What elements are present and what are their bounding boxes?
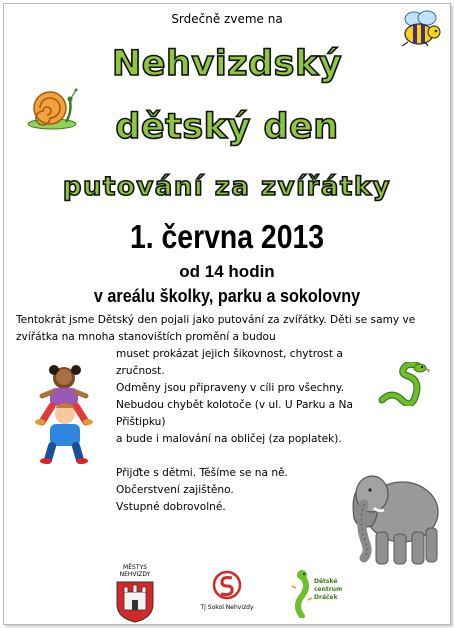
event-place: v areálu školky, parku a sokolovny [93,286,361,306]
centre-name-3: Dráček [314,594,338,601]
subtitle: putování za zvířátky [62,172,392,202]
details-block [116,346,416,448]
sokol-logo-icon [212,570,242,600]
title-line-1: Nehvizdský [111,44,343,84]
snake-icon [378,362,430,406]
detail-line: muset prokázat jejich šikovnost, chytrost a [116,348,343,360]
dragon-logo-icon [290,568,314,618]
title-line-2: dětský den [115,107,339,147]
children-centre-logo [290,568,360,618]
centre-name-1: Dětské [314,578,338,585]
event-date: 1. června 2013 [129,218,325,255]
centre-name-2: centrum [314,586,343,593]
closing-line: Občerstvení zajištěno. [116,484,234,496]
detail-line: zručnost. [116,365,165,377]
town-name: MĚSTYS NEHVIZDY [119,564,151,578]
poster [3,3,451,625]
event-time: od 14 hodin [179,262,275,281]
children-icon [34,362,104,464]
detail-line: a bude i malování na obličej (za poplatek). [116,433,342,445]
coat-of-arms-icon [112,578,158,624]
closing-line: Přijďte s dětmi. Těšíme se na ně. [116,467,288,479]
sokol-name: TJ Sokol Nehvizdy [200,604,254,611]
detail-line: Nebudou chybět kolotoče (v ul. U Parku a Na [116,399,353,411]
elephant-icon [344,454,444,572]
sokol-logo [192,570,262,611]
detail-line: Odměny jsou připraveny v cíli pro všechny. [116,382,345,394]
detail-line: Přištipku) [116,416,166,428]
closing-line: Vstupné dobrovolné. [116,501,226,513]
closing-block [116,465,366,516]
invite-text: Srdečně zveme na [171,12,283,26]
intro-text: Tentokrát jsme Dětský den pojali jako putování za zvířátky. Děti se samy ve zvířátka na mnoha stanovištích promění a budou [16,314,416,343]
town-logo [112,564,158,625]
